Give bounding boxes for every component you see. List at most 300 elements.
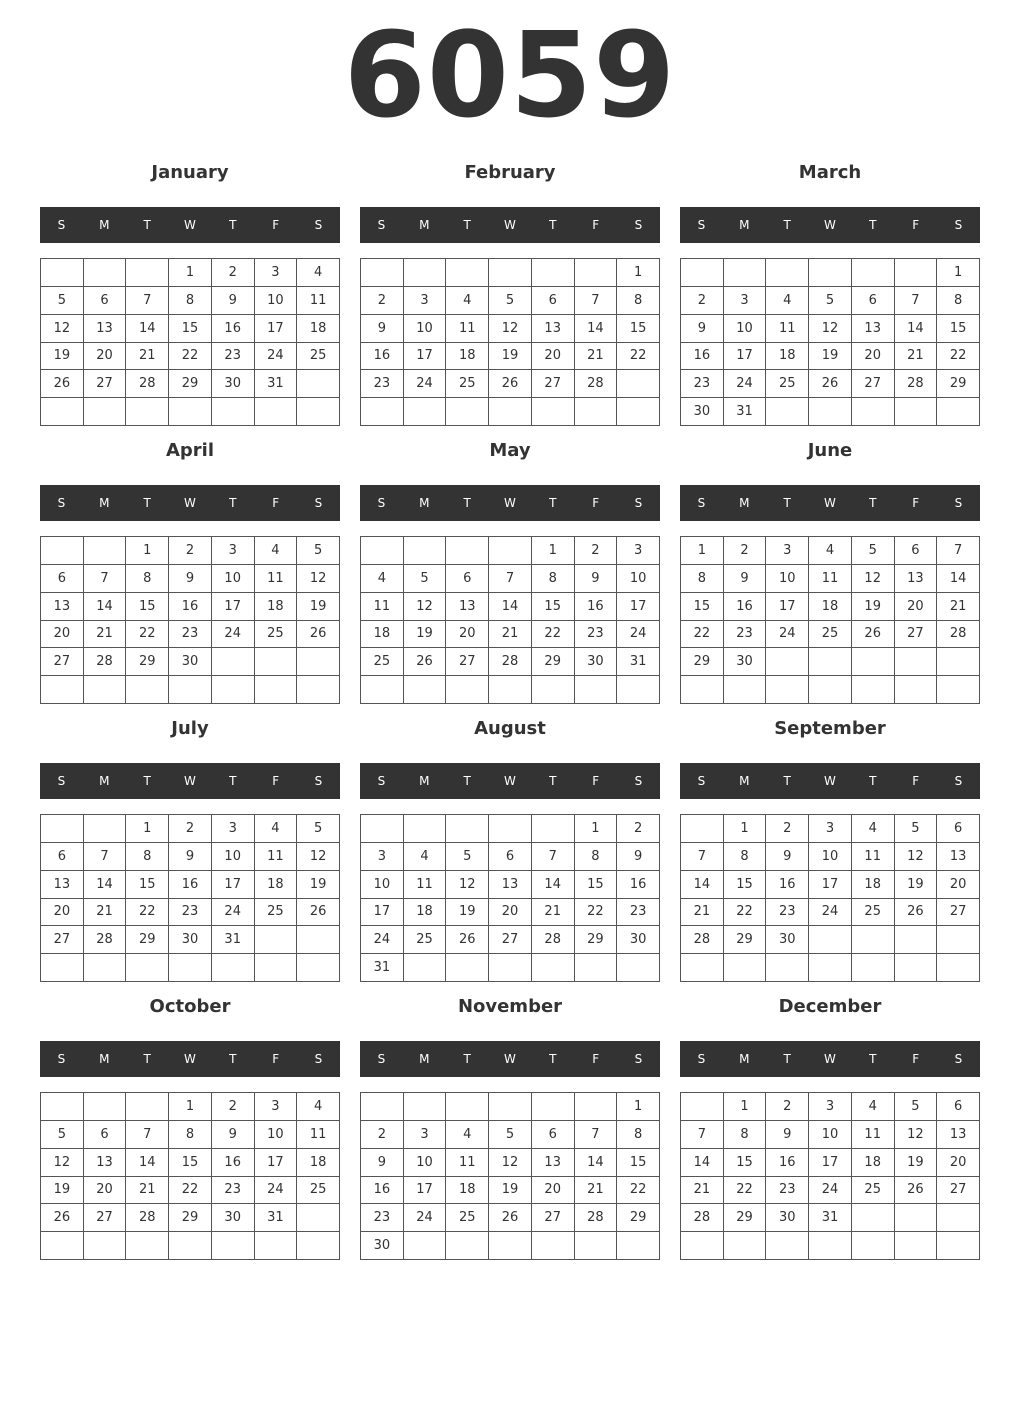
- day-cell: 5: [446, 843, 489, 871]
- month-november: [360, 992, 660, 1262]
- day-cell: 14: [126, 315, 169, 343]
- day-cell: 6: [532, 1121, 575, 1149]
- day-cell: 27: [84, 1204, 127, 1232]
- month-name: January: [151, 162, 229, 183]
- day-cell: 31: [361, 954, 404, 982]
- empty-cell: [681, 676, 724, 704]
- day-grid: [680, 1092, 980, 1260]
- day-cell: 13: [532, 315, 575, 343]
- day-cell: 3: [766, 537, 809, 565]
- day-cell: 5: [297, 537, 340, 565]
- empty-cell: [617, 1232, 660, 1260]
- day-cell: 17: [212, 593, 255, 621]
- day-cell: 2: [724, 537, 767, 565]
- empty-cell: [255, 398, 298, 426]
- empty-cell: [404, 954, 447, 982]
- day-cell: 21: [575, 343, 618, 371]
- empty-cell: [809, 398, 852, 426]
- day-cell: 1: [126, 537, 169, 565]
- day-cell: 25: [852, 1177, 895, 1205]
- day-cell: 7: [84, 565, 127, 593]
- weekday-label: T: [869, 1052, 877, 1066]
- empty-cell: [446, 398, 489, 426]
- weekday-header: [40, 485, 340, 521]
- day-cell: 10: [361, 871, 404, 899]
- day-cell: 5: [41, 1121, 84, 1149]
- day-cell: 20: [446, 621, 489, 649]
- empty-cell: [297, 926, 340, 954]
- day-cell: 26: [297, 621, 340, 649]
- day-cell: 1: [937, 259, 980, 287]
- weekday-label: M: [739, 774, 750, 788]
- day-cell: 7: [126, 287, 169, 315]
- day-cell: 16: [681, 343, 724, 371]
- weekday-label: T: [229, 218, 237, 232]
- day-cell: 28: [681, 1204, 724, 1232]
- day-cell: 1: [617, 1093, 660, 1121]
- weekday-label: T: [549, 1052, 557, 1066]
- day-cell: 13: [84, 315, 127, 343]
- day-cell: 15: [126, 593, 169, 621]
- day-cell: 13: [532, 1149, 575, 1177]
- day-cell: 3: [255, 1093, 298, 1121]
- day-cell: 12: [489, 1149, 532, 1177]
- day-cell: 27: [84, 370, 127, 398]
- day-cell: 29: [681, 648, 724, 676]
- empty-cell: [212, 648, 255, 676]
- day-cell: 4: [297, 259, 340, 287]
- day-cell: 10: [255, 287, 298, 315]
- weekday-label: S: [377, 496, 386, 510]
- day-cell: 19: [297, 871, 340, 899]
- weekday-label: M: [419, 774, 430, 788]
- day-grid: [40, 536, 340, 704]
- weekday-label: M: [99, 496, 110, 510]
- day-cell: 27: [937, 1177, 980, 1205]
- day-cell: 1: [681, 537, 724, 565]
- day-grid: [360, 536, 660, 704]
- day-cell: 5: [895, 1093, 938, 1121]
- day-cell: 22: [126, 621, 169, 649]
- day-cell: 23: [169, 899, 212, 927]
- day-cell: 18: [766, 343, 809, 371]
- day-cell: 8: [169, 1121, 212, 1149]
- day-cell: 20: [84, 343, 127, 371]
- day-cell: 11: [297, 1121, 340, 1149]
- day-cell: 26: [446, 926, 489, 954]
- day-cell: 8: [532, 565, 575, 593]
- weekday-label: F: [912, 1052, 920, 1066]
- weekday-header: [360, 1041, 660, 1077]
- day-cell: 8: [681, 565, 724, 593]
- day-cell: 29: [169, 1204, 212, 1232]
- day-cell: 11: [255, 565, 298, 593]
- day-cell: 21: [532, 899, 575, 927]
- day-cell: 23: [766, 899, 809, 927]
- day-cell: 24: [212, 621, 255, 649]
- weekday-label: F: [592, 1052, 600, 1066]
- day-cell: 3: [212, 537, 255, 565]
- day-cell: 4: [255, 815, 298, 843]
- day-grid: [360, 814, 660, 982]
- day-cell: 11: [446, 1149, 489, 1177]
- day-cell: 13: [41, 871, 84, 899]
- day-cell: 2: [169, 537, 212, 565]
- weekday-label: F: [912, 218, 920, 232]
- empty-cell: [489, 676, 532, 704]
- day-cell: 4: [766, 287, 809, 315]
- weekday-label: F: [592, 218, 600, 232]
- day-cell: 3: [809, 815, 852, 843]
- weekday-header: [360, 207, 660, 243]
- day-cell: 26: [404, 648, 447, 676]
- day-cell: 18: [809, 593, 852, 621]
- day-cell: 3: [255, 259, 298, 287]
- day-grid: [360, 258, 660, 426]
- day-cell: 15: [532, 593, 575, 621]
- empty-cell: [41, 537, 84, 565]
- empty-cell: [84, 398, 127, 426]
- day-cell: 11: [361, 593, 404, 621]
- empty-cell: [575, 1093, 618, 1121]
- day-cell: 31: [809, 1204, 852, 1232]
- empty-cell: [809, 954, 852, 982]
- day-cell: 17: [809, 1149, 852, 1177]
- day-cell: 22: [169, 1177, 212, 1205]
- day-cell: 13: [937, 843, 980, 871]
- day-cell: 16: [361, 343, 404, 371]
- day-cell: 14: [126, 1149, 169, 1177]
- empty-cell: [681, 954, 724, 982]
- day-cell: 16: [766, 871, 809, 899]
- empty-cell: [617, 370, 660, 398]
- day-cell: 22: [681, 621, 724, 649]
- weekday-label: M: [99, 774, 110, 788]
- weekday-label: S: [314, 1052, 323, 1066]
- day-cell: 8: [724, 843, 767, 871]
- day-cell: 7: [84, 843, 127, 871]
- day-cell: 6: [84, 287, 127, 315]
- empty-cell: [84, 954, 127, 982]
- day-cell: 18: [255, 871, 298, 899]
- day-cell: 29: [937, 370, 980, 398]
- empty-cell: [84, 259, 127, 287]
- day-cell: 15: [169, 315, 212, 343]
- month-august: [360, 714, 660, 984]
- day-grid: [40, 814, 340, 982]
- day-cell: 21: [895, 343, 938, 371]
- day-cell: 17: [766, 593, 809, 621]
- day-cell: 6: [41, 843, 84, 871]
- day-cell: 16: [575, 593, 618, 621]
- day-cell: 25: [809, 621, 852, 649]
- day-cell: 5: [895, 815, 938, 843]
- weekday-label: M: [419, 1052, 430, 1066]
- day-cell: 14: [681, 1149, 724, 1177]
- weekday-header: [360, 763, 660, 799]
- empty-cell: [489, 259, 532, 287]
- empty-cell: [297, 370, 340, 398]
- weekday-label: W: [504, 774, 516, 788]
- day-cell: 7: [895, 287, 938, 315]
- weekday-label: W: [184, 218, 196, 232]
- day-cell: 17: [724, 343, 767, 371]
- empty-cell: [297, 1232, 340, 1260]
- day-cell: 19: [41, 1177, 84, 1205]
- day-cell: 6: [895, 537, 938, 565]
- weekday-header: [40, 207, 340, 243]
- day-cell: 10: [404, 315, 447, 343]
- day-cell: 24: [617, 621, 660, 649]
- day-cell: 14: [575, 1149, 618, 1177]
- empty-cell: [937, 954, 980, 982]
- empty-cell: [809, 926, 852, 954]
- empty-cell: [489, 1232, 532, 1260]
- weekday-label: W: [184, 496, 196, 510]
- day-cell: 17: [404, 343, 447, 371]
- day-cell: 30: [617, 926, 660, 954]
- weekday-label: S: [634, 1052, 643, 1066]
- empty-cell: [852, 1232, 895, 1260]
- weekday-label: F: [272, 774, 280, 788]
- day-cell: 1: [169, 259, 212, 287]
- day-cell: 7: [575, 1121, 618, 1149]
- weekday-label: M: [419, 218, 430, 232]
- day-cell: 29: [724, 926, 767, 954]
- weekday-label: W: [184, 1052, 196, 1066]
- day-cell: 23: [617, 899, 660, 927]
- weekday-label: M: [99, 218, 110, 232]
- weekday-label: F: [272, 218, 280, 232]
- empty-cell: [895, 954, 938, 982]
- day-cell: 7: [681, 843, 724, 871]
- weekday-label: T: [229, 1052, 237, 1066]
- day-cell: 17: [255, 315, 298, 343]
- empty-cell: [446, 1232, 489, 1260]
- day-cell: 22: [126, 899, 169, 927]
- day-cell: 7: [575, 287, 618, 315]
- empty-cell: [41, 676, 84, 704]
- empty-cell: [489, 1093, 532, 1121]
- day-cell: 21: [489, 621, 532, 649]
- weekday-label: S: [314, 218, 323, 232]
- empty-cell: [852, 676, 895, 704]
- day-cell: 8: [126, 843, 169, 871]
- day-cell: 15: [617, 315, 660, 343]
- day-cell: 11: [297, 287, 340, 315]
- day-cell: 16: [169, 871, 212, 899]
- weekday-label: F: [272, 1052, 280, 1066]
- empty-cell: [169, 954, 212, 982]
- day-cell: 12: [297, 565, 340, 593]
- day-cell: 12: [41, 315, 84, 343]
- day-cell: 26: [852, 621, 895, 649]
- weekday-label: F: [912, 774, 920, 788]
- empty-cell: [852, 259, 895, 287]
- day-cell: 26: [895, 899, 938, 927]
- day-cell: 8: [617, 287, 660, 315]
- empty-cell: [41, 1093, 84, 1121]
- empty-cell: [361, 537, 404, 565]
- month-name: September: [774, 718, 886, 739]
- empty-cell: [84, 815, 127, 843]
- empty-cell: [361, 398, 404, 426]
- day-cell: 22: [724, 1177, 767, 1205]
- weekday-label: T: [143, 774, 151, 788]
- day-cell: 25: [446, 1204, 489, 1232]
- day-cell: 14: [681, 871, 724, 899]
- month-name: August: [474, 718, 546, 739]
- day-cell: 9: [361, 315, 404, 343]
- empty-cell: [446, 676, 489, 704]
- day-cell: 14: [575, 315, 618, 343]
- empty-cell: [895, 676, 938, 704]
- day-grid: [40, 258, 340, 426]
- empty-cell: [255, 676, 298, 704]
- day-cell: 16: [212, 315, 255, 343]
- empty-cell: [575, 676, 618, 704]
- weekday-label: T: [229, 496, 237, 510]
- empty-cell: [895, 1232, 938, 1260]
- day-grid: [680, 536, 980, 704]
- day-cell: 7: [489, 565, 532, 593]
- day-cell: 12: [852, 565, 895, 593]
- empty-cell: [937, 648, 980, 676]
- day-cell: 10: [212, 843, 255, 871]
- day-cell: 9: [724, 565, 767, 593]
- empty-cell: [41, 954, 84, 982]
- day-cell: 17: [404, 1177, 447, 1205]
- day-cell: 8: [617, 1121, 660, 1149]
- empty-cell: [617, 954, 660, 982]
- day-cell: 8: [575, 843, 618, 871]
- day-cell: 31: [724, 398, 767, 426]
- empty-cell: [361, 1093, 404, 1121]
- day-cell: 30: [361, 1232, 404, 1260]
- day-cell: 11: [255, 843, 298, 871]
- day-cell: 2: [617, 815, 660, 843]
- weekday-label: T: [463, 774, 471, 788]
- day-cell: 18: [361, 621, 404, 649]
- day-cell: 10: [617, 565, 660, 593]
- day-cell: 15: [937, 315, 980, 343]
- day-cell: 4: [446, 287, 489, 315]
- day-cell: 8: [126, 565, 169, 593]
- empty-cell: [766, 676, 809, 704]
- month-name: November: [457, 996, 563, 1017]
- day-cell: 31: [255, 370, 298, 398]
- empty-cell: [532, 259, 575, 287]
- day-cell: 18: [446, 1177, 489, 1205]
- day-cell: 18: [852, 871, 895, 899]
- day-cell: 12: [297, 843, 340, 871]
- weekday-header: [680, 1041, 980, 1077]
- day-cell: 28: [532, 926, 575, 954]
- day-cell: 7: [681, 1121, 724, 1149]
- weekday-label: M: [739, 1052, 750, 1066]
- day-cell: 15: [169, 1149, 212, 1177]
- empty-cell: [937, 676, 980, 704]
- day-cell: 25: [446, 370, 489, 398]
- day-cell: 21: [126, 1177, 169, 1205]
- weekday-header: [680, 763, 980, 799]
- empty-cell: [937, 1204, 980, 1232]
- day-cell: 27: [489, 926, 532, 954]
- day-cell: 31: [212, 926, 255, 954]
- day-cell: 22: [724, 899, 767, 927]
- empty-cell: [446, 259, 489, 287]
- day-cell: 9: [575, 565, 618, 593]
- weekday-label: W: [184, 774, 196, 788]
- day-cell: 13: [489, 871, 532, 899]
- day-cell: 25: [852, 899, 895, 927]
- day-cell: 24: [361, 926, 404, 954]
- weekday-label: S: [954, 1052, 963, 1066]
- day-cell: 15: [724, 1149, 767, 1177]
- weekday-label: S: [954, 218, 963, 232]
- empty-cell: [532, 1093, 575, 1121]
- day-cell: 3: [404, 287, 447, 315]
- empty-cell: [852, 648, 895, 676]
- day-cell: 9: [617, 843, 660, 871]
- day-cell: 21: [681, 1177, 724, 1205]
- day-cell: 20: [937, 871, 980, 899]
- day-cell: 11: [446, 315, 489, 343]
- day-cell: 22: [575, 899, 618, 927]
- day-cell: 9: [169, 843, 212, 871]
- day-cell: 27: [937, 899, 980, 927]
- day-cell: 6: [532, 287, 575, 315]
- empty-cell: [169, 676, 212, 704]
- empty-cell: [297, 648, 340, 676]
- empty-cell: [404, 537, 447, 565]
- weekday-label: T: [869, 774, 877, 788]
- empty-cell: [724, 1232, 767, 1260]
- day-cell: 12: [446, 871, 489, 899]
- weekday-header: [40, 1041, 340, 1077]
- day-cell: 12: [809, 315, 852, 343]
- day-cell: 2: [766, 815, 809, 843]
- weekday-label: S: [314, 496, 323, 510]
- day-cell: 10: [404, 1149, 447, 1177]
- day-cell: 9: [212, 1121, 255, 1149]
- weekday-header: [680, 485, 980, 521]
- day-cell: 16: [169, 593, 212, 621]
- weekday-label: S: [697, 774, 706, 788]
- day-cell: 20: [84, 1177, 127, 1205]
- day-cell: 20: [895, 593, 938, 621]
- empty-cell: [126, 954, 169, 982]
- day-cell: 13: [937, 1121, 980, 1149]
- day-cell: 25: [404, 926, 447, 954]
- empty-cell: [255, 648, 298, 676]
- day-cell: 21: [575, 1177, 618, 1205]
- day-cell: 24: [766, 621, 809, 649]
- month-january: [40, 158, 340, 428]
- day-cell: 24: [809, 899, 852, 927]
- day-cell: 3: [404, 1121, 447, 1149]
- day-cell: 8: [724, 1121, 767, 1149]
- empty-cell: [681, 259, 724, 287]
- day-cell: 19: [446, 899, 489, 927]
- day-cell: 24: [724, 370, 767, 398]
- empty-cell: [126, 676, 169, 704]
- day-cell: 15: [126, 871, 169, 899]
- empty-cell: [446, 954, 489, 982]
- day-cell: 26: [297, 899, 340, 927]
- day-cell: 2: [575, 537, 618, 565]
- empty-cell: [489, 954, 532, 982]
